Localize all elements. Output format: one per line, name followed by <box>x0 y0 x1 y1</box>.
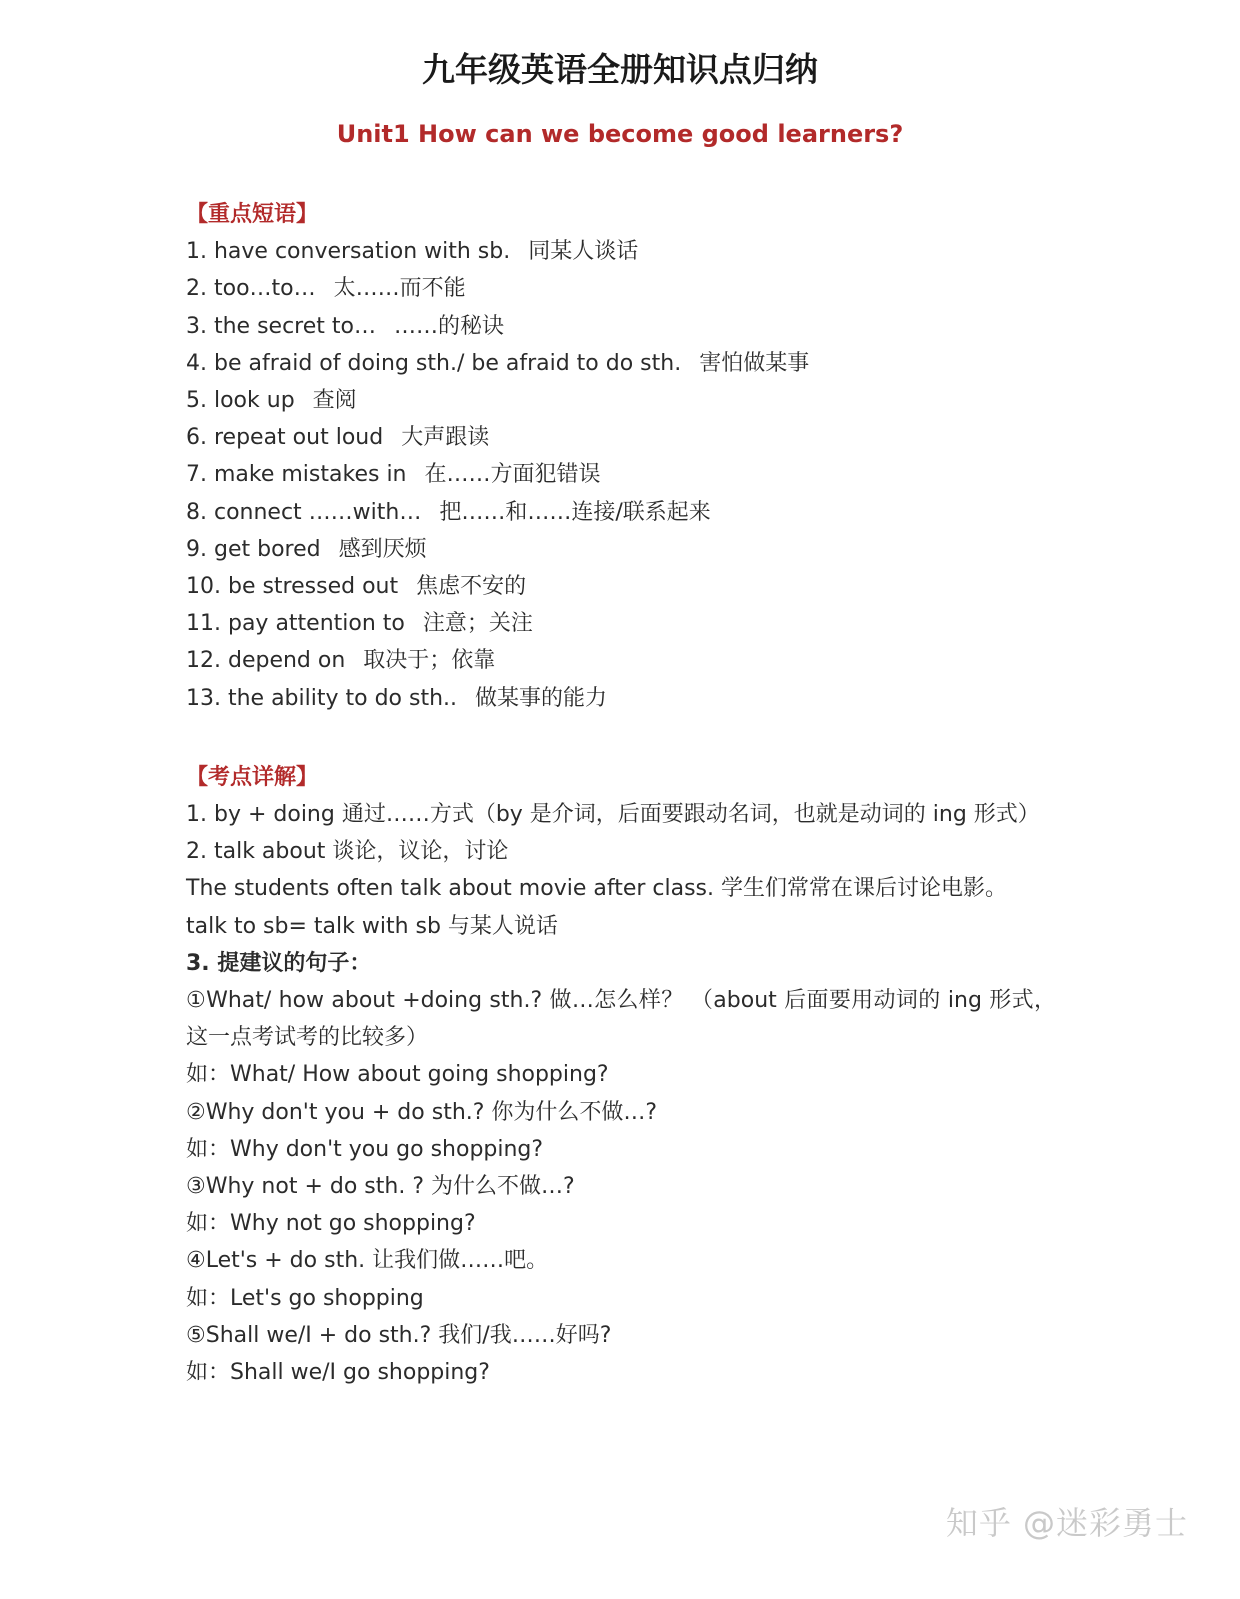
phrase-item <box>186 494 1056 531</box>
detail-item-2-note: talk to sb= talk with sb 与某人说话 <box>186 913 558 939</box>
phrase-en: 13. the ability to do sth.. <box>186 685 458 711</box>
phrase-en: 6. repeat out loud <box>186 425 384 451</box>
phrase-item <box>186 345 1056 382</box>
suggestion-2-example: 如：Why don't you go shopping? <box>186 1136 544 1162</box>
details-heading: 【考点详解】 <box>186 764 319 790</box>
phrase-item <box>186 308 1056 345</box>
phrase-item <box>186 270 1056 307</box>
phrase-item <box>186 382 1056 419</box>
document-body <box>186 196 1056 1391</box>
phrase-item <box>186 605 1056 642</box>
phrase-cn: 害怕做某事 <box>699 350 810 376</box>
suggestion-5-example: 如：Shall we/I go shopping? <box>186 1360 490 1386</box>
phrase-item <box>186 419 1056 456</box>
phrase-cn: 在……方面犯错误 <box>424 462 601 488</box>
section-spacer <box>186 717 1056 759</box>
phrase-cn: 感到厌烦 <box>338 536 427 562</box>
phrase-item <box>186 568 1056 605</box>
phrase-en: 9. get bored <box>186 536 321 562</box>
phrase-en: 8. connect ……with… <box>186 499 422 525</box>
phrase-item <box>186 456 1056 493</box>
phrase-cn: 同某人谈话 <box>528 239 639 265</box>
detail-item-1: 1. by + doing 通过……方式（by 是介词，后面要跟动名词，也就是动词的 ing 形式） <box>186 802 1040 828</box>
phrase-cn: 取决于；依靠 <box>363 648 496 674</box>
suggestion-4-example: 如：Let's go shopping <box>186 1285 424 1311</box>
phrase-item <box>186 531 1056 568</box>
phrase-en: 3. the secret to… <box>186 313 376 339</box>
phrase-en: 7. make mistakes in <box>186 462 407 488</box>
detail-item-3-heading: 3. 提建议的句子： <box>186 950 372 976</box>
suggestion-3: ③Why not + do sth. ? 为什么不做…? <box>186 1174 575 1200</box>
suggestion-2: ②Why don't you + do sth.? 你为什么不做…? <box>186 1099 658 1125</box>
phrase-en: 2. too…to… <box>186 276 316 302</box>
phrase-en: 11. pay attention to <box>186 611 405 637</box>
phrase-item <box>186 233 1056 270</box>
phrase-cn: 焦虑不安的 <box>416 574 527 600</box>
phrase-cn: ……的秘诀 <box>393 313 504 339</box>
suggestion-4: ④Let's + do sth. 让我们做……吧。 <box>186 1248 549 1274</box>
detail-item-2: 2. talk about 谈论，议论，讨论 <box>186 839 509 865</box>
phrase-cn: 大声跟读 <box>401 425 490 451</box>
suggestion-1: ①What/ how about +doing sth.? 做…怎么样？ （about 后面要用动词的 ing 形式，这一点考试考的比较多） <box>186 988 1056 1051</box>
detail-item-2-example: The students often talk about movie after class. 学生们常常在课后讨论电影。 <box>186 876 1007 902</box>
watermark: 知乎 @迷彩勇士 <box>945 1504 1188 1542</box>
phrase-en: 1. have conversation with sb. <box>186 239 511 265</box>
suggestion-3-example: 如：Why not go shopping? <box>186 1211 476 1237</box>
suggestion-5: ⑤Shall we/I + do sth.? 我们/我……好吗? <box>186 1322 612 1348</box>
phrase-cn: 太……而不能 <box>333 276 466 302</box>
phrase-en: 5. look up <box>186 388 295 414</box>
phrase-item <box>186 680 1056 717</box>
document-title: 九年级英语全册知识点归纳 <box>422 50 818 89</box>
suggestion-1-example: 如：What/ How about going shopping? <box>186 1062 609 1088</box>
phrase-item <box>186 642 1056 679</box>
phrase-cn: 注意；关注 <box>422 611 533 637</box>
phrase-cn: 做某事的能力 <box>475 685 608 711</box>
phrase-cn: 把……和……连接/联系起来 <box>439 499 711 525</box>
phrases-heading: 【重点短语】 <box>186 202 319 227</box>
phrase-cn: 查阅 <box>312 388 357 414</box>
unit-title: Unit1 How can we become good learners? <box>336 120 904 148</box>
phrase-en: 4. be afraid of doing sth./ be afraid to do sth. <box>186 350 682 376</box>
phrase-en: 10. be stressed out <box>186 574 399 600</box>
phrase-en: 12. depend on <box>186 648 346 674</box>
